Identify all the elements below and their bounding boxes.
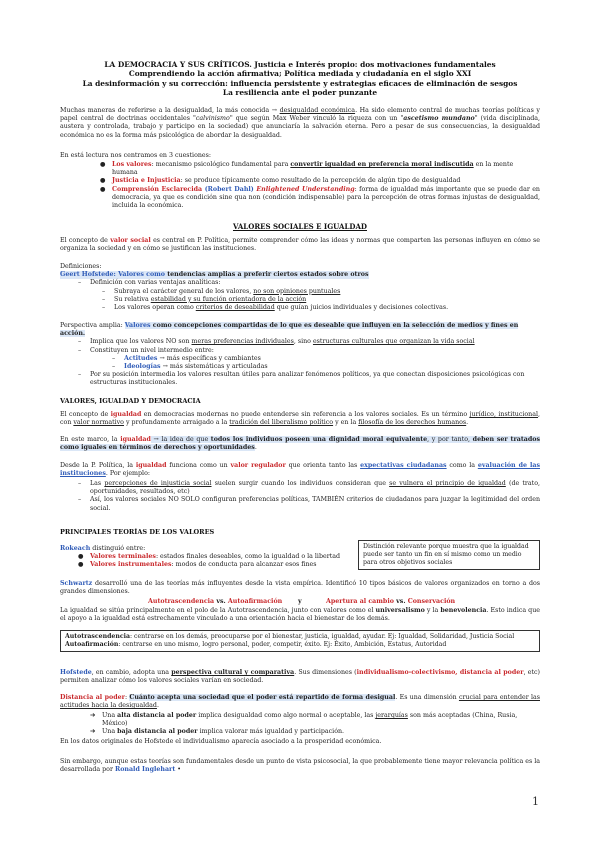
schwartz-paragraph: La igualdad se sitúa principalmente en el polo de la Autotrascendencia, junto con valores como el universalismo y la benevolencia. Esto indica que el apoyo a la igualdad está estrechamente vinculado a una orientación hacia el bienestar de los demás. <box>60 607 540 623</box>
list-item: – Subraya el carácter general de los valores, no son opiniones puntuales <box>102 287 341 295</box>
list-item: ● Valores terminales: estados finales deseables, como la igualdad o la libertad <box>78 553 341 561</box>
hofstede-note: En los datos originales de Hofstede el individualismo aparecía asociado a la prosperidad económica. <box>60 738 382 745</box>
schwartz-definitions-box: Autotrascendencia: centrarse en los demás, preocuparse por el bienestar, justicia, igualdad, ayudar. Ej: Igualdad, Solidaridad, Justicia Social Autoafirmación: centrarse en uno mismo, logro personal, poder, competir, éxito. Ej: Éxito, Ambición, Estatus, Autoridad <box>60 630 540 652</box>
rokeach-block: Rokeach distinguió entre: ● Valores terminales: estados finales deseables, como la igualdad o la libertad ● Valores instrumentales: modos de conducta para alcanzar esos fines <box>60 545 350 570</box>
list-item: – Ideologías → más sistemáticas y articuladas <box>112 363 268 371</box>
list-item: – Implica que los valores NO son meras preferencias individuales, sino estructuras culturales que organizan la vida social <box>78 338 475 346</box>
sec1-perspective: Perspectiva amplia: Valores como concepciones compartidas de lo que es deseable que influyen en la selección de medios y fines en acción. – Implica que los valores NO son meras preferencias individuales, sino estructuras culturales que organizan la vida social – Constituyen un nivel intermedio entre: – Actitudes → más específicas y cambiantes – Ideologías → más sistemáticas y articuladas – Por su posición intermedia los valores resultan útiles para analizar fenómenos políticos, ya que conectan disposiciones psicológicas con estructuras institucionales. <box>60 322 540 388</box>
section-heading-democracia: VALORES, IGUALDAD Y DEMOCRACIA <box>60 397 201 405</box>
list-item: ● Comprensión Esclarecida (Robert Dahl) Enlightened Understanding: forma de igualdad más importante que se puede dar en democracia, ya que es condición sine qua non (condición indispensable) para la percepción de otras formas injustas de desigualdad, incluida la económica. <box>100 185 540 210</box>
final-paragraph: Sin embargo, aunque estas teorías son fundamentales desde un punto de vista psicosocial, la que probablemente tiene mayor relevancia política es la desarrollada por Ronald Inglehart • <box>60 758 541 774</box>
list-item: – Constituyen un nivel intermedio entre: <box>78 346 214 354</box>
sec2-examples <box>60 480 540 513</box>
list-item: ● Valores instrumentales: modos de conducta para alcanzar esos fines <box>78 561 317 569</box>
power-distance-list <box>60 712 540 737</box>
title-line-3: La desinformación y su corrección: influencia persistente y estrategias eficaces de eliminación de sesgos <box>82 78 518 88</box>
list-item: – Su relativa estabilidad y su función orientadora de la acción <box>102 295 307 303</box>
section-heading-valores: VALORES SOCIALES E IGUALDAD <box>232 222 367 231</box>
section-heading-teorias: PRINCIPALES TEORÍAS DE LOS VALORES <box>60 528 215 536</box>
title-line-4: La resiliencia ante el poder punzante <box>222 88 378 98</box>
list-item: – Las percepciones de injusticia social suelen surgir cuando los individuos consideran que se vulnera el principio de igualdad (de trato, oportunidades, resultados, etc) <box>78 480 541 496</box>
sec2-paragraph-2: En este marco, la igualdad → la idea de que todos los individuos poseen una dignidad moral equivalente, y por tanto, deben ser tratados como iguales en términos de derechos y oportunidades. <box>60 436 541 452</box>
rokeach-note-box: Distinción relevante porque muestra que la igualdad puede ser tanto un fin en sí mismo como un medio para otros objetivos sociales <box>358 540 540 570</box>
title-block <box>60 60 540 98</box>
sec1-intro: El concepto de valor social es central en P. Política, permite comprender cómo las ideas y normas que comparten las personas influyen en cómo se organiza la sociedad y en cómo se justifican las instituciones. <box>60 237 540 253</box>
list-item: ➔ Una baja distancia al poder implica valorar más igualdad y participación. <box>90 728 345 736</box>
title-line-2: Comprendiendo la acción afirmativa; Política mediada y ciudadanía en el siglo XXI <box>128 69 472 79</box>
list-item: ● Los valores: mecanismo psicológico fundamental para convertir igualdad en preferencia moral indiscutida en la mente humana <box>100 161 514 177</box>
list-item: – Por su posición intermedia los valores resultan útiles para analizar fenómenos políticos, ya que conectan disposiciones psicológicas con estructuras institucionales. <box>78 371 525 387</box>
definition-geert: Geert Hofstede: Valores como tendencias amplias a preferir ciertos estados sobre otros <box>60 271 369 279</box>
power-distance-paragraph: Distancia al poder: Cuánto acepta una sociedad que el poder está repartido de forma desigual. Es una dimensión crucial para entender las actitudes hacia la desigualdad. <box>60 694 540 710</box>
list-item: ➔ Una alta distancia al poder implica desigualdad como algo normal o aceptable, las jerarquías son más aceptadas (China, Rusia, México) <box>90 712 518 728</box>
list-item: – Actitudes → más específicas y cambiantes <box>112 354 261 362</box>
list-item: – Definición con varias ventajas analíticas: <box>78 279 221 287</box>
intro-bullets <box>100 161 540 210</box>
document-page: LA DEMOCRACIA Y SUS CRÍTICOS. Justicia e Interés propio: dos motivaciones fundamentales Comprendiendo la acción afirmativa; Política mediada y ciudadanía en el siglo XXI La desinformación y su corrección: influencia persistente y estrategias eficaces de eliminación de sesgos La resiliencia ante el poder punzante Muchas maneras de referirse a la desigualdad, la más conocida → desigualdad económica. Ha sido elemento central de muchas teorías políticas y papel central de doctrinas occidentales "calvinismo" que según Max Weber vinculó la riqueza con un "ascetismo mundano" (vida disciplinada, austera y controlada, trabajo y participo en la sociedad) que anunciaría la salvación eterna. Pero a pesar de sus consecuencias, la desigualdad económica no es la forma más psicológica de abordar la desigualdad. En está lectura nos centramos en 3 cuestiones: ● Los valores: mecanismo psicológico fundamental para convertir igualdad en preferencia moral indiscutida en la mente humana ● Justicia e Injusticia: se produce típicamente como resultado de la percepción de algún tipo de desigualdad ● Comprensión Esclarecida (Robert Dahl) Enlightened Understanding: forma de igualdad más importante que se puede dar en democracia, ya que es condición sine qua non (condición indispensable) para la percepción de otras formas injustas de desigualdad, incluida la económica. VALORES SOCIALES E IGUALDAD El concepto de valor social es central en P. Política, permite comprender cómo las ideas y normas que comparten las personas influyen en cómo se organiza la sociedad y en cómo se justifican las instituciones. Definiciones: Geert Hofstede: Valores como tendencias amplias a preferir ciertos estados sobre otros – Definición con varias ventajas analíticas: – Subraya el carácter general de los valores, no son opiniones puntuales – Su relativa estabilidad y su función orientadora de la acción – Los valores operan como criterios de deseabilidad que guían juicios individuales y decisiones colectivas. Perspectiva amplia: Valores como concepciones compartidas de lo que es deseable que influyen en la selección de medios y fines en acción. – Implica que los valores NO son meras preferencias individuales, sino estructuras culturales que organizan la vida social – Constituyen un nivel intermedio entre: – Actitudes → más específicas y cambiantes – Ideologías → más sistemáticas y articuladas – Por su posición intermedia los valores resultan útiles para analizar fenómenos políticos, ya que conectan disposiciones psicológicas con estructuras institucionales. VALORES, IGUALDAD Y DEMOCRACIA El concepto de igualdad en democracias modernas no puede entenderse sin referencia a los valores sociales. Es un término jurídico, institucional, con valor normativo y profundamente arraigado a la tradición del liberalismo político y en la filosofía de los derechos humanos. En este marco, la igualdad → la idea de que todos los individuos poseen una dignidad moral equivalente, y por tanto, deben ser tratados como iguales en términos de derechos y oportunidades. Desde la P. Política, la igualdad funciona como un valor regulador que orienta tanto las expectativas ciudadanas como la evaluación de las instituciones. Por ejemplo: – Las percepciones de injusticia social suelen surgir cuando los individuos consideran que se vulnera el principio de igualdad (de trato, oportunidades, resultados, etc) – Así, los valores sociales NO SOLO configuran preferencias políticas, TAMBIÉN criterios de ciudadanos para juzgar la legitimidad del orden social. PRINCIPALES TEORÍAS DE LOS VALORES Rokeach distinguió entre: ● Valores terminales: estados finales deseables, como la igualdad o la libertad ● Valores instrumentales: modos de conducta para alcanzar esos fines Distinción relevante porque muestra que la igualdad puede ser tanto un fin en sí mismo como un medio para otros objetivos sociales Schwartz desarrolló una de las teorías más influyentes desde la vista empírica. Identificó 10 tipos básicos de valores organizados en torno a dos grandes dimensiones. Autotrascendencia vs. Autoafirmación y Apertura al cambio vs. Conservación La igualdad se sitúa principalmente en el polo de la Autotrascendencia, junto con valores como el universalismo y la benevolencia. Esto indica que el apoyo a la igualdad está estrechamente vinculado a una orientación hacia el bienestar de los demás. Autotrascendencia: centrarse en los demás, preocuparse por el bienestar, justicia, igualdad, ayudar. Ej: Igualdad, Solidaridad, Justicia Social Autoafirmación: centrarse en uno mismo, logro personal, poder, competir, éxito. Ej: Éxito, Ambición, Estatus, Autoridad Hofstede, en cambio, adopta una perspectiva cultural y comparativa. Sus dimensiones (individualismo-colectivismo, distancia al poder, etc) permiten analizar cómo los valores sociales varían en sociedad. Distancia al poder: Cuánto acepta una sociedad que el poder está repartido de forma desigual. Es una dimensión crucial para entender las actitudes hacia la desigualdad. ➔ Una alta distancia al poder implica desigualdad como algo normal o aceptable, las jerarquías son más aceptadas (China, Rusia, México) ➔ Una baja distancia al poder implica valorar más igualdad y participación. En los datos originales de Hofstede el individualismo aparecía asociado a la prosperidad económica. Sin embargo, aunque estas teorías son fundamentales desde un punto de vista psicosocial, la que probablemente tiene mayor relevancia política es la desarrollada por Ronald Inglehart • 1 <box>60 60 541 808</box>
list-item: – Así, los valores sociales NO SOLO configuran preferencias políticas, TAMBIÉN criterios de ciudadanos para juzgar la legitimidad del orden social. <box>78 496 540 512</box>
schwartz-intro: Schwartz desarrolló una de las teorías más influyentes desde la vista empírica. Identificó 10 tipos básicos de valores organizados en torno a dos grandes dimensiones. <box>60 580 540 596</box>
sec1-definitions: Definiciones: Geert Hofstede: Valores como tendencias amplias a preferir ciertos estados sobre otros – Definición con varias ventajas analíticas: – Subraya el carácter general de los valores, no son opiniones puntuales – Su relativa estabilidad y su función orientadora de la acción – Los valores operan como criterios de deseabilidad que guían juicios individuales y decisiones colectivas. <box>60 263 540 312</box>
list-item: ● Justicia e Injusticia: se produce típicamente como resultado de la percepción de algún tipo de desigualdad <box>100 177 461 185</box>
list-item: – Los valores operan como criterios de deseabilidad que guían juicios individuales y decisiones colectivas. <box>102 304 449 312</box>
sec2-paragraph-3: Desde la P. Política, la igualdad funciona como un valor regulador que orienta tanto las expectativas ciudadanas como la evaluación de las instituciones. Por ejemplo: <box>60 462 540 478</box>
intro-paragraph: Muchas maneras de referirse a la desigualdad, la más conocida → desigualdad económica. Ha sido elemento central de muchas teorías políticas y papel central de doctrinas occidentales "calvinismo" que según Max Weber vinculó la riqueza con un "ascetismo mundano" (vida disciplinada, austera y controlada, trabajo y participo en la sociedad) que anunciaría la salvación eterna. Pero a pesar de sus consecuencias, la desigualdad económica no es la forma más psicológica de abordar la desigualdad. <box>60 107 540 139</box>
page-number: 1 <box>532 795 539 808</box>
sec2-paragraph-1: El concepto de igualdad en democracias modernas no puede entenderse sin referencia a los valores sociales. Es un término jurídico, institucional, con valor normativo y profundamente arraigado a la tradición del liberalismo político y en la filosofía de los derechos humanos. <box>60 411 540 427</box>
intro-focus: En está lectura nos centramos en 3 cuestiones: <box>60 152 211 159</box>
title-line-1: LA DEMOCRACIA Y SUS CRÍTICOS. Justicia e Interés propio: dos motivaciones fundamentales <box>104 60 496 69</box>
hofstede-paragraph: Hofstede, en cambio, adopta una perspectiva cultural y comparativa. Sus dimensiones (individualismo-colectivismo, distancia al poder, etc) permiten analizar cómo los valores sociales varían en sociedad. <box>60 669 540 685</box>
